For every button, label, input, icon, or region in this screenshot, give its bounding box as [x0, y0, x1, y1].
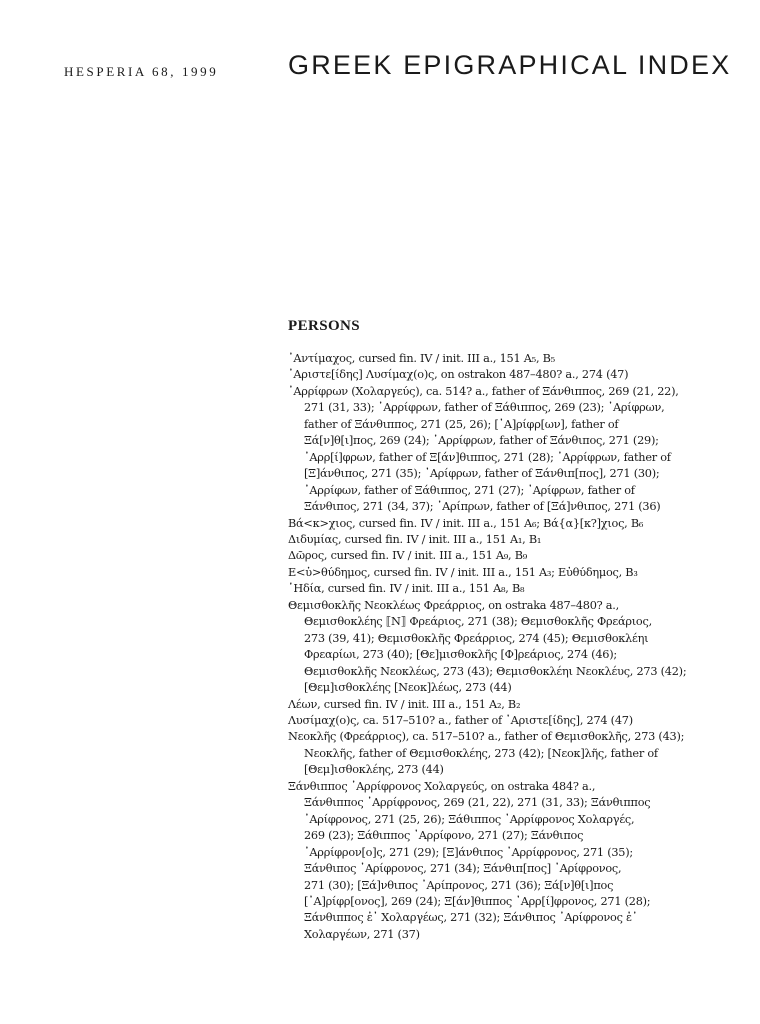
section-heading: PERSONS	[288, 318, 360, 334]
entry-continuation-line: Φρεαρίωι, 273 (40); [Θε]μισθοκλῆς [Φ]ρεάριος, 274 (46);	[304, 648, 617, 662]
index-entry	[288, 516, 718, 532]
entry-continuation-line: Νεοκλῆς, father of Θεμισθοκλέης, 273 (42); [Νεοκ]λῆς, father of	[304, 746, 658, 760]
index-entry	[288, 565, 718, 581]
index-entry	[288, 697, 718, 713]
entry-continuation-line: 271 (30); [Ξά]νθιπος ᾿Αρίπρονος, 271 (36); Ξά[ν]θ[ι]πος	[304, 878, 614, 892]
entry-continuation-line: Ξά[ν]θ[ι]πος, 269 (24); ᾿Αρρίφρων, father of Ξάνθιπος, 271 (29);	[304, 434, 659, 448]
index-entry	[288, 729, 718, 778]
persons-index-list	[288, 351, 718, 943]
index-entry	[288, 779, 718, 944]
entry-continuation-line: ᾿Αρρ[ί]φρων, father of Ξ[άν]θιππος, 271 (28); ᾿Αρρίφρων, father of	[304, 450, 671, 464]
index-entry	[288, 351, 718, 367]
index-entry	[288, 367, 718, 383]
index-entry	[288, 384, 718, 516]
running-head: HESPERIA 68, 1999	[64, 64, 219, 79]
index-entry	[288, 548, 718, 564]
entry-continuation-line: Θεμισθοκλέης ⟦N⟧ Φρεάριος, 271 (38); Θεμισθοκλῆς Φρεάριος,	[304, 615, 652, 629]
entry-continuation-line: [Ξ]άνθιπος, 271 (35); ᾿Αρίφρων, father of Ξάνθιπ[πος], 271 (30);	[304, 467, 660, 481]
entry-continuation-line: [Θεμ]ισθοκλέης, 273 (44)	[304, 763, 444, 777]
entry-continuation-line: Ξάνθιπος, 271 (34, 37); ᾿Αρίπρων, father of [Ξά]νθιπος, 271 (36)	[304, 500, 661, 514]
entry-continuation-line: Ξάνθιππος ᾿Αρρίφρονος, 269 (21, 22), 271 (31, 33); Ξάνθιππος	[304, 796, 651, 810]
entry-headword-line: Δῶρος, cursed fin. IV / init. III a., 151 A₉, B₉	[288, 549, 528, 563]
entry-headword-line: ᾿Αρρίφρων (Χολαργεύς), ca. 514? a., father of Ξάνθιππος, 269 (21, 22),	[288, 384, 679, 398]
entry-continuation-line: Ξάνθιππος ἐ᾿ Χολαργέως, 271 (32); Ξάνθιπος ᾿Αρίφρονος ἐ᾿	[304, 911, 638, 925]
entry-headword-line: Θεμισθοκλῆς Νεοκλέως Φρεάρριος, on ostraka 487–480? a.,	[288, 598, 619, 612]
entry-headword-line: Ξάνθιππος ᾿Αρρίφρονος Χολαργεύς, on ostraka 484? a.,	[288, 779, 596, 793]
entry-headword-line: Λυσίμαχ(ο)ς, ca. 517–510? a., father of ᾿Αριστε[ίδης], 274 (47)	[288, 713, 633, 727]
index-entry	[288, 598, 718, 697]
entry-continuation-line: 271 (31, 33); ᾿Αρρίφρων, father of Ξάθιππος, 269 (23); ᾿Αρίφρων,	[304, 401, 665, 415]
index-entry	[288, 581, 718, 597]
entry-headword-line: ῾Ηδία, cursed fin. IV / init. III a., 151 A₈, B₈	[288, 582, 525, 596]
entry-continuation-line: [Θεμ]ισθοκλέης [Νεοκ]λέως, 273 (44)	[304, 681, 512, 695]
entry-continuation-line: 269 (23); Ξάθιππος ᾿Αρρίφονο, 271 (27); Ξάνθιπος	[304, 829, 584, 843]
entry-continuation-line: ᾿Αρρίφρον[ο]ς, 271 (29); [Ξ]άνθιπος ᾿Αρρίφρονος, 271 (35);	[304, 845, 633, 859]
entry-headword-line: ᾿Αντίμαχος, cursed fin. IV / init. III a., 151 A₅, B₅	[288, 352, 555, 365]
entry-continuation-line: Θεμισθοκλῆς Νεοκλέως, 273 (43); Θεμισθοκλέηι Νεοκλέυς, 273 (42);	[304, 664, 687, 678]
entry-continuation-line: ᾿Αρρίφων, father of Ξάθιππος, 271 (27); ᾿Αρίφρων, father of	[304, 483, 635, 497]
entry-continuation-line: Ξάνθιπος ᾿Αρίφρονος, 271 (34); Ξάνθιπ[πος] ᾿Αρίφρονος,	[304, 862, 622, 876]
entry-headword-line: Λέων, cursed fin. IV / init. III a., 151 A₂, B₂	[288, 697, 521, 711]
entry-continuation-line: ᾿Αρίφρονος, 271 (25, 26); Ξάθιππος ᾿Αρρίφρονος Χολαργές,	[304, 812, 635, 826]
entry-continuation-line: Χολαργέων, 271 (37)	[304, 927, 420, 941]
entry-headword-line: Διδυμίας, cursed fin. IV / init. III a., 151 A₁, B₁	[288, 532, 542, 546]
page-title: GREEK EPIGRAPHICAL INDEX	[288, 50, 732, 80]
entry-headword-line: Βά<κ>χιος, cursed fin. IV / init. III a., 151 A₆; Βά{α}[κ?]χιος, B₆	[288, 516, 644, 530]
index-entry	[288, 713, 718, 729]
index-entry	[288, 532, 718, 548]
entry-headword-line: Ε<ὐ>θύδημος, cursed fin. IV / init. III a., 151 A₃; Εὐθύδημος, B₃	[288, 565, 638, 579]
entry-continuation-line: [᾿Α]ρίφρ[ονος], 269 (24); Ξ[άν]θιππος ᾿Αρρ[ί]φρονος, 271 (28);	[304, 894, 651, 908]
entry-continuation-line: father of Ξάνθιππος, 271 (25, 26); [᾿Α]ρίφρ[ων], father of	[304, 417, 619, 431]
entry-headword-line: Νεοκλῆς (Φρεάρριος), ca. 517–510? a., father of Θεμισθοκλῆς, 273 (43);	[288, 730, 685, 744]
entry-headword-line: ᾿Αριστε[ίδης] Λυσίμαχ(ο)ς, on ostrakon 487–480? a., 274 (47)	[288, 368, 629, 382]
entry-continuation-line: 273 (39, 41); Θεμισθοκλῆς Φρεάρριος, 274 (45); Θεμισθοκλέηι	[304, 631, 649, 645]
